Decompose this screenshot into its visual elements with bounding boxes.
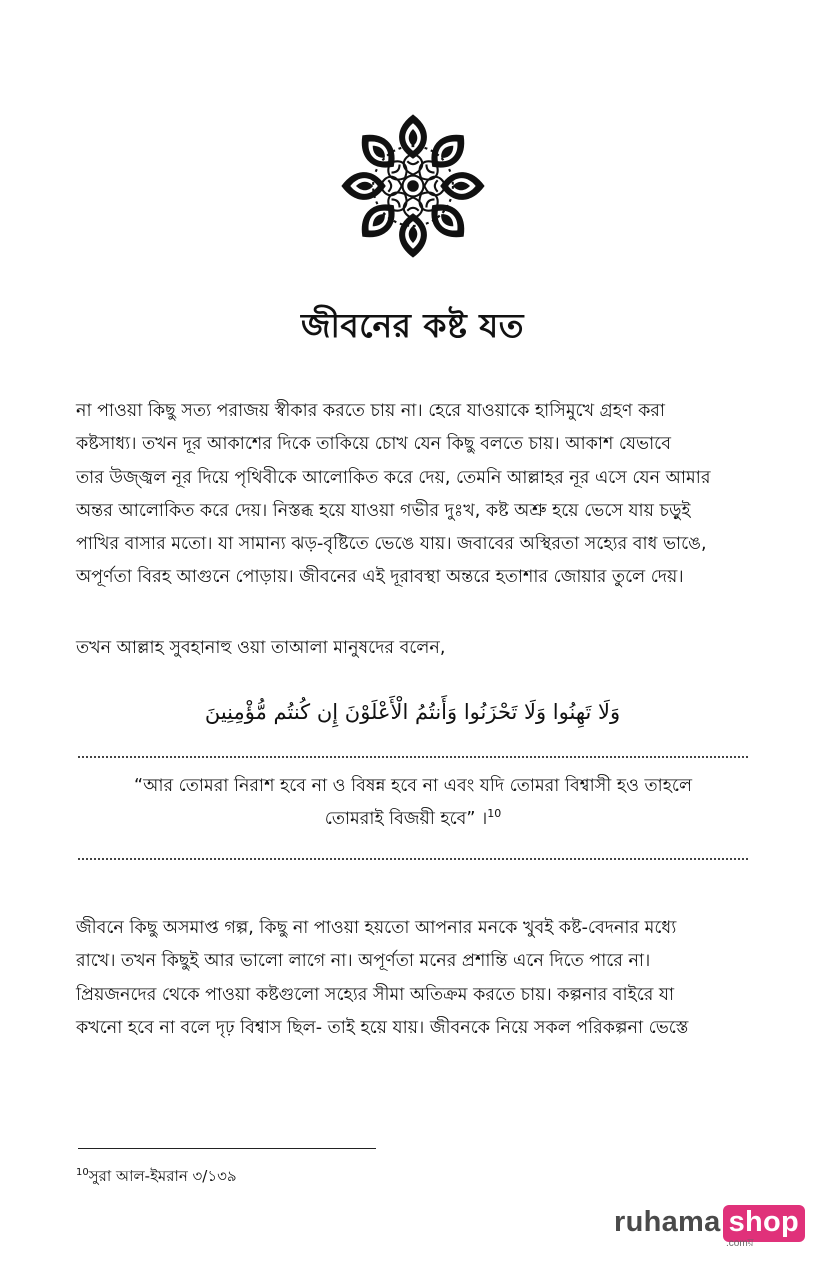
footnote: [76, 1165, 237, 1190]
paragraph-2: [76, 912, 751, 1045]
paragraph-line: রাখে। তখন কিছুই আর ভালো লাগে না। অপূর্ণতা মনের প্রশান্তি এনে দিতে পারে না।: [76, 951, 651, 972]
paragraph-line: জীবনে কিছু অসমাপ্ত গল্প, কিছু না পাওয়া হয়তো আপনার মনকে খুবই কষ্ট-বেদনার মধ্যে: [76, 918, 677, 938]
paragraph-line: কখনো হবে না বলে দৃঢ় বিশ্বাস ছিল- তাই হয়ে যায়। জীবনকে নিয়ে সকল পরিকল্পনা ভেস্তে: [76, 1017, 689, 1038]
logo-text-shop: shop: [723, 1205, 805, 1242]
paragraph-line: অপূর্ণতা বিরহ আগুনে পোড়ায়। জীবনের এই দূরাবস্থা অন্তরে হতাশার জোয়ার তুলে দেয়।: [76, 567, 684, 588]
translation-line-2: [78, 803, 748, 836]
chapter-title: জীবনের কষ্ট যত: [300, 306, 525, 345]
dotted-divider-top: [78, 756, 748, 758]
paragraph-line: তার উজ্জ্বল নূর দিয়ে পৃথিবীকে আলোকিত করে দেয়, তেমনি আল্লাহর নূর এসে যেন আমার: [76, 467, 711, 488]
footnote-text: সুরা আল-ইমরান ৩/১৩৯: [88, 1167, 237, 1185]
translation-line-1: “আর তোমরা নিরাশ হবে না ও বিষন্ন হবে না এবং যদি তোমরা বিশ্বাসী হও তাহলে: [134, 776, 692, 796]
mandala-ornament-icon: [337, 110, 489, 262]
paragraph-line: কষ্টসাধ্য। তখন দূর আকাশের দিকে তাকিয়ে চোখ যেন কিছু বলতে চায়। আকাশ যেভাবে: [76, 434, 671, 455]
footnote-ref: 10: [487, 807, 502, 821]
verse-translation: [78, 770, 748, 836]
arabic-verse: وَلَا تَهِنُوا وَلَا تَحْزَنُوا وَأَنتُمُ الْأَعْلَوْنَ إِن كُنتُم مُّؤْمِنِينَ: [204, 700, 621, 724]
paragraph-1: [76, 395, 751, 595]
dotted-divider-bottom: [78, 858, 748, 860]
paragraph-line: প্রিয়জনদের থেকে পাওয়া কষ্টগুলো সহ্যের সীমা অতিক্রম করতে চায়। কল্পনার বাইরে যা: [76, 984, 675, 1005]
intro-line: তখন আল্লাহ সুবহানাহু ওয়া তাআলা মানুষদের বলেন,: [76, 638, 446, 658]
paragraph-line: পাখির বাসার মতো। যা সামান্য ঝড়-বৃষ্টিতে ভেঙে যায়। জবাবের অস্থিরতা সহ্যের বাধ ভাঙে,: [76, 534, 707, 555]
translation-text: তোমরাই বিজয়ী হবে” ।: [324, 809, 488, 829]
logo-text-ruhama: ruhama: [614, 1206, 721, 1238]
ruhamashop-logo: [614, 1205, 805, 1249]
paragraph-line: না পাওয়া কিছু সত্য পরাজয় স্বীকার করতে চায় না। হেরে যাওয়াকে হাসিমুখে গ্রহণ করা: [76, 401, 666, 421]
footnote-rule: [78, 1148, 376, 1149]
logo-subtext: .comয়: [726, 1238, 754, 1249]
paragraph-line: অন্তর আলোকিত করে দেয়। নিস্তব্ধ হয়ে যাওয়া গভীর দুঃখ, কষ্ট অশ্রু হয়ে ভেসে যায় চড়ুই: [76, 500, 691, 521]
footnote-number: 10: [76, 1167, 89, 1178]
